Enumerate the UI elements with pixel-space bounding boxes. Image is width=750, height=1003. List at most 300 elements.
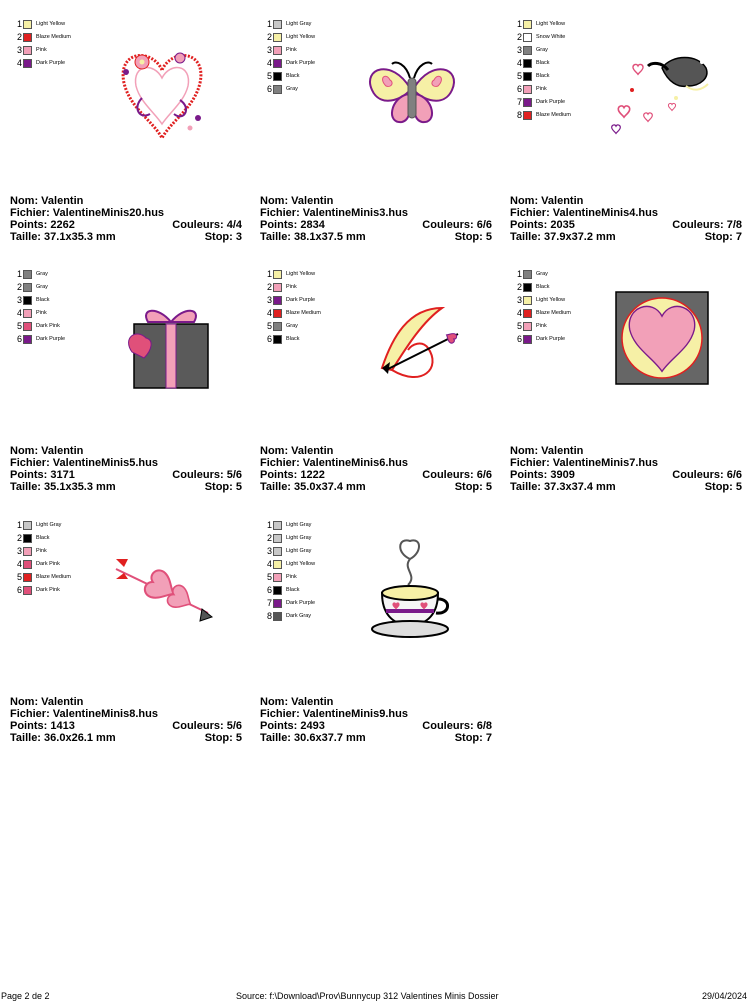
color-number: 3 bbox=[266, 45, 272, 55]
color-name: Dark Purple bbox=[36, 336, 66, 342]
stop-value: 3 bbox=[235, 231, 242, 243]
color-swatch bbox=[273, 20, 282, 29]
file-name: ValentineMinis20.hus bbox=[52, 207, 165, 219]
color-number: 2 bbox=[516, 32, 522, 42]
design-card bbox=[10, 519, 250, 759]
color-number: 4 bbox=[266, 58, 272, 68]
color-swatch bbox=[273, 586, 282, 595]
color-name: Dark Purple bbox=[536, 99, 566, 105]
stop-value: 5 bbox=[235, 481, 242, 493]
color-legend-row bbox=[510, 281, 571, 294]
points-label: Points: bbox=[260, 219, 298, 231]
stops-count bbox=[455, 231, 492, 243]
design-name: Valentin bbox=[41, 195, 84, 207]
size-label: Taille: bbox=[260, 732, 291, 744]
color-legend bbox=[510, 268, 571, 346]
color-number: 1 bbox=[16, 520, 22, 530]
color-legend-row bbox=[510, 333, 571, 346]
name-line bbox=[260, 696, 492, 708]
design-card bbox=[260, 519, 500, 759]
color-name: Pink bbox=[286, 574, 297, 580]
design-preview bbox=[602, 278, 722, 398]
design-preview bbox=[102, 529, 222, 649]
color-legend-row bbox=[510, 320, 571, 333]
color-legend-row bbox=[260, 532, 315, 545]
color-name: Light Yellow bbox=[36, 21, 66, 27]
points-line bbox=[260, 219, 492, 231]
file-name: ValentineMinis7.hus bbox=[552, 457, 658, 469]
color-name: Dark Purple bbox=[536, 336, 566, 342]
color-number: 2 bbox=[16, 32, 22, 42]
colors-count bbox=[422, 469, 492, 481]
color-name: Blaze Medium bbox=[536, 112, 571, 118]
color-legend-row bbox=[10, 584, 71, 597]
color-swatch bbox=[273, 296, 282, 305]
file-name: ValentineMinis3.hus bbox=[302, 207, 408, 219]
name-line bbox=[10, 445, 242, 457]
color-legend-row bbox=[10, 18, 71, 31]
color-legend-row bbox=[510, 44, 571, 57]
name-label: Nom: bbox=[10, 696, 39, 708]
color-legend-row bbox=[260, 44, 315, 57]
color-swatch bbox=[523, 309, 532, 318]
color-legend-row bbox=[260, 558, 315, 571]
color-number: 6 bbox=[516, 84, 522, 94]
color-number: 5 bbox=[266, 321, 272, 331]
color-legend bbox=[10, 268, 65, 346]
stop-value: 7 bbox=[485, 732, 492, 744]
color-number: 6 bbox=[16, 334, 22, 344]
color-legend-row bbox=[510, 83, 571, 96]
heart-arrow-design-icon bbox=[102, 529, 222, 649]
coffee-cup-design-icon bbox=[352, 529, 472, 649]
color-number: 4 bbox=[266, 308, 272, 318]
color-swatch bbox=[523, 111, 532, 120]
points-label: Points: bbox=[10, 720, 48, 732]
color-name: Dark Purple bbox=[286, 297, 316, 303]
size-label: Taille: bbox=[10, 732, 41, 744]
color-legend-row bbox=[510, 109, 571, 122]
points-line bbox=[10, 219, 242, 231]
butterfly-design-icon bbox=[352, 28, 472, 148]
color-legend-row bbox=[260, 281, 321, 294]
size-line bbox=[10, 481, 242, 493]
name-label: Nom: bbox=[510, 445, 539, 457]
color-swatch bbox=[273, 560, 282, 569]
color-legend-row bbox=[260, 571, 315, 584]
colors-value: 4/4 bbox=[226, 219, 242, 231]
color-legend-row bbox=[510, 307, 571, 320]
color-swatch bbox=[23, 46, 32, 55]
color-legend-row bbox=[10, 307, 65, 320]
color-legend bbox=[10, 519, 71, 597]
color-legend-row bbox=[510, 96, 571, 109]
color-number: 5 bbox=[16, 572, 22, 582]
color-number: 4 bbox=[16, 308, 22, 318]
colors-label: Couleurs: bbox=[172, 219, 224, 231]
color-name: Dark Pink bbox=[36, 323, 60, 329]
design-size: 37.3x37.4 mm bbox=[544, 481, 616, 493]
file-name: ValentineMinis6.hus bbox=[302, 457, 408, 469]
color-number: 1 bbox=[266, 269, 272, 279]
color-number: 7 bbox=[516, 97, 522, 107]
file-label: Fichier: bbox=[10, 207, 50, 219]
color-name: Dark Purple bbox=[286, 600, 316, 606]
colors-label: Couleurs: bbox=[172, 720, 224, 732]
source-path: Source: f:\Download\Prov\Bunnycup 312 Valentines Minis Dossier bbox=[236, 991, 499, 1001]
color-legend-row bbox=[510, 57, 571, 70]
design-size: 37.9x37.2 mm bbox=[544, 231, 616, 243]
color-number: 3 bbox=[16, 45, 22, 55]
file-label: Fichier: bbox=[510, 457, 550, 469]
color-name: Pink bbox=[36, 310, 47, 316]
color-swatch bbox=[273, 33, 282, 42]
color-legend bbox=[260, 18, 315, 96]
color-number: 3 bbox=[516, 45, 522, 55]
page-number: Page 2 de 2 bbox=[1, 991, 50, 1001]
design-name: Valentin bbox=[291, 696, 334, 708]
size-label: Taille: bbox=[260, 231, 291, 243]
color-swatch bbox=[23, 309, 32, 318]
color-legend-row bbox=[260, 584, 315, 597]
stitch-count: 3909 bbox=[550, 469, 575, 481]
color-number: 1 bbox=[516, 269, 522, 279]
name-label: Nom: bbox=[10, 195, 39, 207]
color-swatch bbox=[523, 72, 532, 81]
color-name: Light Yellow bbox=[536, 297, 566, 303]
color-legend-row bbox=[260, 268, 321, 281]
design-card bbox=[260, 18, 500, 258]
color-swatch bbox=[273, 534, 282, 543]
color-name: Pink bbox=[536, 86, 547, 92]
color-swatch bbox=[273, 309, 282, 318]
color-swatch bbox=[23, 560, 32, 569]
stop-label: Stop: bbox=[204, 732, 233, 744]
color-number: 1 bbox=[266, 19, 272, 29]
color-number: 7 bbox=[266, 598, 272, 608]
bird-hearts-design-icon bbox=[602, 28, 722, 148]
color-legend-row bbox=[260, 83, 315, 96]
color-name: Black bbox=[536, 60, 550, 66]
stop-label: Stop: bbox=[454, 481, 483, 493]
color-name: Black bbox=[536, 73, 550, 79]
name-line bbox=[260, 445, 492, 457]
size-label: Taille: bbox=[510, 481, 541, 493]
color-legend-row bbox=[10, 571, 71, 584]
color-name: Pink bbox=[536, 323, 547, 329]
color-number: 5 bbox=[266, 572, 272, 582]
colors-label: Couleurs: bbox=[422, 219, 474, 231]
design-size: 35.1x35.3 mm bbox=[44, 481, 116, 493]
color-swatch bbox=[273, 46, 282, 55]
name-label: Nom: bbox=[10, 445, 39, 457]
color-legend-row bbox=[10, 333, 65, 346]
color-swatch bbox=[273, 85, 282, 94]
color-legend-row bbox=[260, 320, 321, 333]
color-name: Light Yellow bbox=[286, 34, 316, 40]
color-swatch bbox=[523, 283, 532, 292]
file-label: Fichier: bbox=[260, 708, 300, 720]
color-swatch bbox=[23, 534, 32, 543]
colors-value: 6/6 bbox=[726, 469, 742, 481]
name-line bbox=[10, 195, 242, 207]
points-line bbox=[510, 469, 742, 481]
color-legend-row bbox=[10, 558, 71, 571]
color-swatch bbox=[23, 20, 32, 29]
color-number: 2 bbox=[266, 282, 272, 292]
size-line bbox=[260, 481, 492, 493]
design-card bbox=[510, 268, 750, 508]
color-name: Light Gray bbox=[36, 522, 62, 528]
stop-label: Stop: bbox=[204, 231, 233, 243]
color-legend-row bbox=[260, 610, 315, 623]
color-swatch bbox=[523, 270, 532, 279]
design-card bbox=[10, 18, 250, 258]
color-number: 5 bbox=[16, 321, 22, 331]
name-line bbox=[510, 195, 742, 207]
points-label: Points: bbox=[510, 219, 548, 231]
color-legend bbox=[260, 519, 315, 623]
print-date: 29/04/2024 bbox=[701, 991, 747, 1001]
color-name: Black bbox=[286, 336, 300, 342]
design-info bbox=[10, 195, 242, 243]
colors-count bbox=[172, 219, 242, 231]
file-line bbox=[510, 207, 742, 219]
color-name: Gray bbox=[36, 271, 48, 277]
file-name: ValentineMinis5.hus bbox=[52, 457, 158, 469]
colors-value: 6/6 bbox=[476, 219, 492, 231]
design-preview bbox=[102, 278, 222, 398]
color-number: 5 bbox=[266, 71, 272, 81]
colors-label: Couleurs: bbox=[672, 469, 724, 481]
bow-arrow-design-icon bbox=[352, 278, 472, 398]
color-number: 4 bbox=[16, 559, 22, 569]
color-name: Dark Gray bbox=[286, 613, 312, 619]
file-name: ValentineMinis9.hus bbox=[302, 708, 408, 720]
color-legend-row bbox=[10, 44, 71, 57]
color-legend-row bbox=[260, 333, 321, 346]
stop-label: Stop: bbox=[204, 481, 233, 493]
color-swatch bbox=[523, 20, 532, 29]
file-label: Fichier: bbox=[260, 457, 300, 469]
color-swatch bbox=[523, 335, 532, 344]
color-number: 4 bbox=[516, 308, 522, 318]
color-legend-row bbox=[260, 294, 321, 307]
color-name: Pink bbox=[286, 47, 297, 53]
color-name: Pink bbox=[286, 284, 297, 290]
color-swatch bbox=[273, 335, 282, 344]
color-legend-row bbox=[10, 519, 71, 532]
color-name: Gray bbox=[36, 284, 48, 290]
points-label: Points: bbox=[260, 469, 298, 481]
color-number: 6 bbox=[266, 84, 272, 94]
colors-label: Couleurs: bbox=[422, 720, 474, 732]
stop-label: Stop: bbox=[454, 231, 483, 243]
color-number: 3 bbox=[266, 295, 272, 305]
color-swatch bbox=[23, 586, 32, 595]
color-legend-row bbox=[510, 70, 571, 83]
size-label: Taille: bbox=[510, 231, 541, 243]
size-label: Taille: bbox=[10, 481, 41, 493]
colors-count bbox=[672, 219, 742, 231]
color-legend-row bbox=[260, 307, 321, 320]
color-legend bbox=[510, 18, 571, 122]
color-legend-row bbox=[510, 294, 571, 307]
colors-value: 6/8 bbox=[476, 720, 492, 732]
color-number: 2 bbox=[16, 533, 22, 543]
points-line bbox=[260, 469, 492, 481]
design-name: Valentin bbox=[541, 195, 584, 207]
name-line bbox=[510, 445, 742, 457]
color-swatch bbox=[23, 521, 32, 530]
color-swatch bbox=[523, 98, 532, 107]
color-legend-row bbox=[260, 18, 315, 31]
color-number: 2 bbox=[266, 533, 272, 543]
color-number: 5 bbox=[516, 71, 522, 81]
design-card bbox=[10, 268, 250, 508]
color-number: 3 bbox=[16, 546, 22, 556]
heart-swirl-design-icon bbox=[102, 28, 222, 148]
size-line bbox=[10, 231, 242, 243]
color-legend-row bbox=[10, 31, 71, 44]
design-size: 38.1x37.5 mm bbox=[294, 231, 366, 243]
stops-count bbox=[705, 481, 742, 493]
color-legend-row bbox=[10, 268, 65, 281]
color-name: Gray bbox=[286, 86, 298, 92]
design-info bbox=[260, 696, 492, 744]
colors-label: Couleurs: bbox=[422, 469, 474, 481]
color-swatch bbox=[273, 270, 282, 279]
stitch-count: 2262 bbox=[50, 219, 75, 231]
color-legend-row bbox=[510, 31, 571, 44]
color-number: 2 bbox=[266, 32, 272, 42]
color-swatch bbox=[523, 33, 532, 42]
file-line bbox=[10, 207, 242, 219]
file-line bbox=[260, 457, 492, 469]
points-label: Points: bbox=[10, 469, 48, 481]
color-number: 8 bbox=[266, 611, 272, 621]
color-swatch bbox=[23, 59, 32, 68]
color-number: 8 bbox=[516, 110, 522, 120]
color-name: Black bbox=[286, 73, 300, 79]
color-name: Dark Purple bbox=[36, 60, 66, 66]
color-number: 1 bbox=[16, 269, 22, 279]
color-legend-row bbox=[10, 532, 71, 545]
color-number: 4 bbox=[16, 58, 22, 68]
color-name: Black bbox=[36, 535, 50, 541]
heart-frame-design-icon bbox=[602, 278, 722, 398]
color-name: Blaze Medium bbox=[286, 310, 321, 316]
stops-count bbox=[205, 481, 242, 493]
stitch-count: 2493 bbox=[300, 720, 325, 732]
color-swatch bbox=[273, 573, 282, 582]
name-label: Nom: bbox=[260, 445, 289, 457]
stops-count bbox=[455, 732, 492, 744]
color-name: Light Yellow bbox=[286, 271, 316, 277]
size-line bbox=[260, 231, 492, 243]
color-legend-row bbox=[510, 18, 571, 31]
color-legend-row bbox=[260, 545, 315, 558]
color-name: Blaze Medium bbox=[536, 310, 571, 316]
file-name: ValentineMinis8.hus bbox=[52, 708, 158, 720]
design-info bbox=[260, 445, 492, 493]
design-preview bbox=[352, 28, 472, 148]
color-swatch bbox=[23, 573, 32, 582]
design-card bbox=[510, 18, 750, 258]
points-label: Points: bbox=[10, 219, 48, 231]
color-swatch bbox=[523, 85, 532, 94]
color-number: 2 bbox=[16, 282, 22, 292]
file-label: Fichier: bbox=[510, 207, 550, 219]
color-swatch bbox=[273, 547, 282, 556]
design-preview bbox=[352, 529, 472, 649]
color-swatch bbox=[273, 72, 282, 81]
design-name: Valentin bbox=[41, 696, 84, 708]
color-name: Blaze Medium bbox=[36, 574, 71, 580]
design-name: Valentin bbox=[41, 445, 84, 457]
color-legend-row bbox=[260, 57, 315, 70]
color-swatch bbox=[273, 322, 282, 331]
color-number: 3 bbox=[516, 295, 522, 305]
color-legend-row bbox=[10, 320, 65, 333]
name-line bbox=[10, 696, 242, 708]
color-name: Blaze Medium bbox=[36, 34, 71, 40]
design-card bbox=[260, 268, 500, 508]
color-swatch bbox=[523, 46, 532, 55]
color-swatch bbox=[273, 59, 282, 68]
design-info bbox=[10, 696, 242, 744]
gift-box-design-icon bbox=[102, 278, 222, 398]
color-number: 2 bbox=[516, 282, 522, 292]
stitch-count: 1413 bbox=[50, 720, 75, 732]
color-number: 6 bbox=[16, 585, 22, 595]
color-name: Snow White bbox=[536, 34, 566, 40]
size-line bbox=[510, 231, 742, 243]
color-name: Black bbox=[286, 587, 300, 593]
color-number: 5 bbox=[516, 321, 522, 331]
stitch-count: 1222 bbox=[300, 469, 325, 481]
color-legend-row bbox=[10, 281, 65, 294]
stops-count bbox=[455, 481, 492, 493]
color-swatch bbox=[273, 612, 282, 621]
color-number: 3 bbox=[16, 295, 22, 305]
points-label: Points: bbox=[260, 720, 298, 732]
design-preview bbox=[102, 28, 222, 148]
points-line bbox=[260, 720, 492, 732]
color-swatch bbox=[23, 33, 32, 42]
points-line bbox=[10, 720, 242, 732]
color-number: 1 bbox=[266, 520, 272, 530]
file-label: Fichier: bbox=[260, 207, 300, 219]
stops-count bbox=[705, 231, 742, 243]
color-number: 6 bbox=[266, 334, 272, 344]
design-size: 30.6x37.7 mm bbox=[294, 732, 366, 744]
color-swatch bbox=[23, 283, 32, 292]
size-label: Taille: bbox=[260, 481, 291, 493]
color-number: 1 bbox=[516, 19, 522, 29]
colors-count bbox=[172, 469, 242, 481]
color-legend-row bbox=[260, 597, 315, 610]
name-label: Nom: bbox=[260, 195, 289, 207]
color-name: Black bbox=[536, 284, 550, 290]
color-name: Gray bbox=[286, 323, 298, 329]
color-name: Light Yellow bbox=[286, 561, 316, 567]
stop-value: 5 bbox=[485, 481, 492, 493]
size-line bbox=[10, 732, 242, 744]
design-info bbox=[10, 445, 242, 493]
size-label: Taille: bbox=[10, 231, 41, 243]
design-preview bbox=[602, 28, 722, 148]
